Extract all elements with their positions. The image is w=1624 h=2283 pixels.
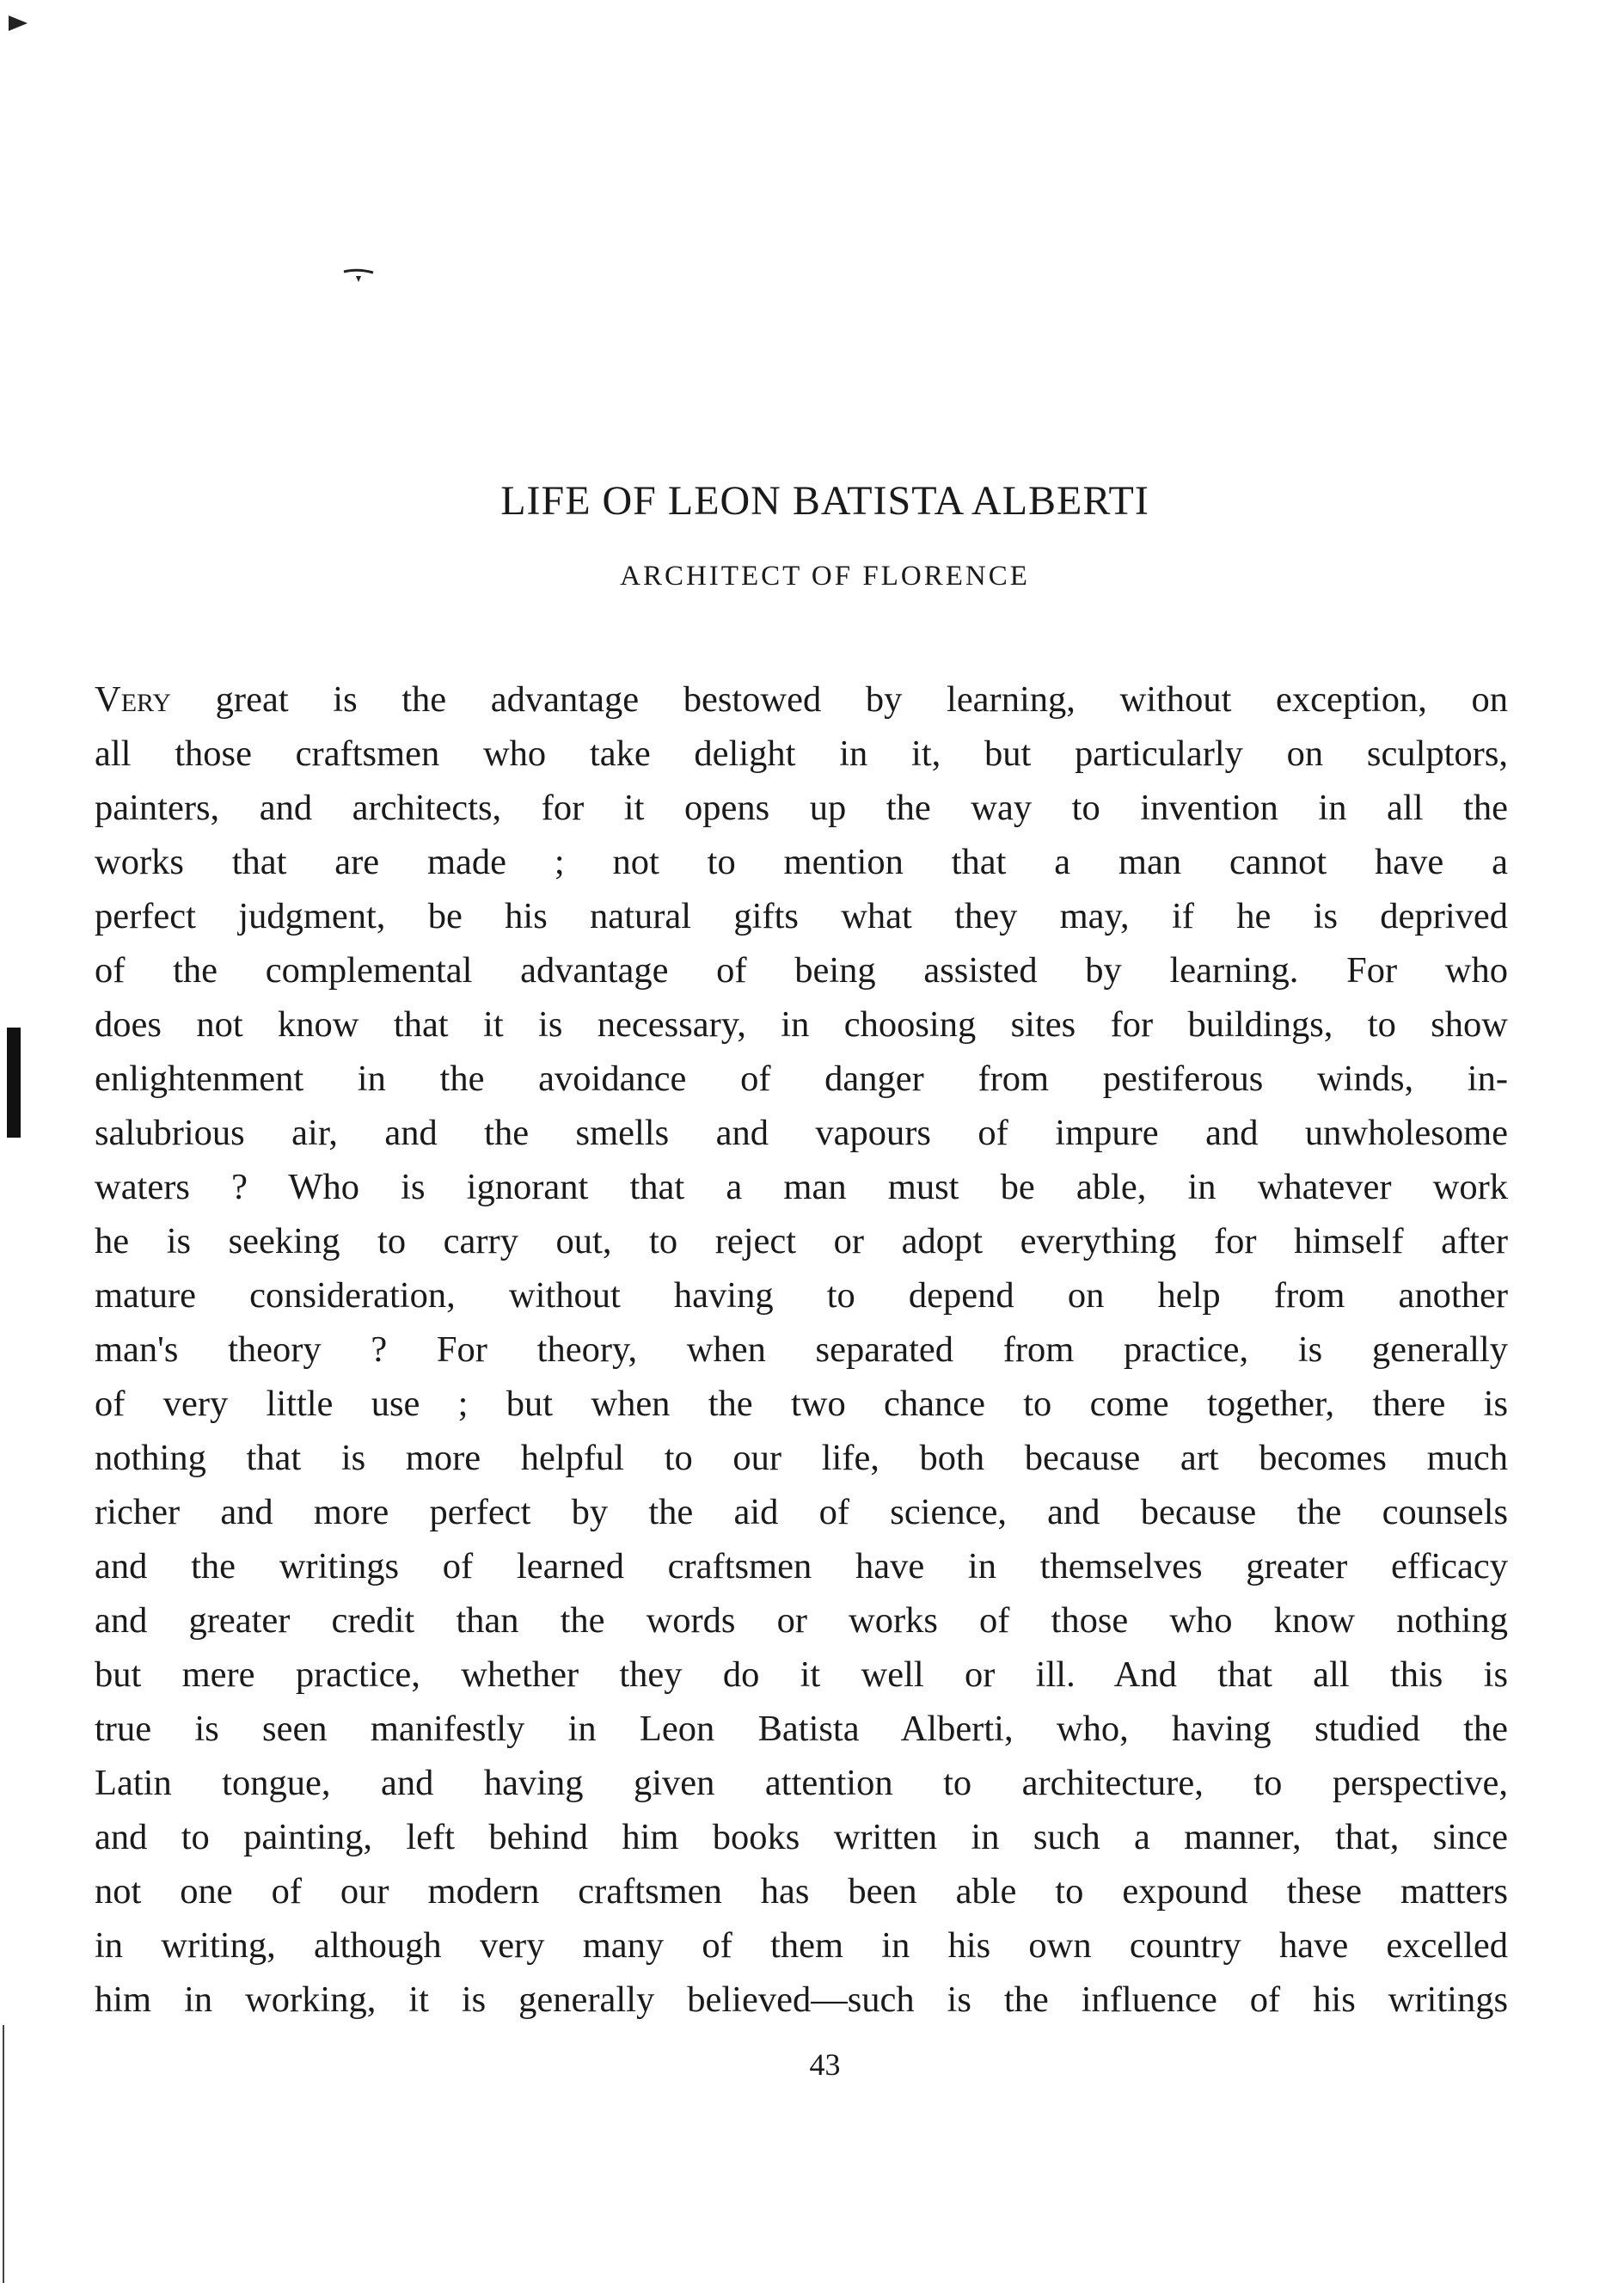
text-line: of very little use ; but when the two chance to come together, there is [95,1384,1508,1424]
text-line: Latin tongue, and having given attention to architecture, to perspective, [95,1763,1508,1803]
page-number: 43 [809,2047,841,2082]
text-line: enlightenment in the avoidance of danger from pestiferous winds, in- [95,1059,1508,1099]
text-line: waters ? Who is ignorant that a man must be able, in whatever work [95,1167,1508,1207]
scan-binding-mark [7,1028,21,1138]
body-paragraph [95,672,1508,2027]
text-line: him in working, it is generally believed—such is the influence of his writings [95,1979,1508,2020]
chapter-subtitle: ARCHITECT OF FLORENCE [620,561,1030,592]
text-line: man's theory ? For theory, when separated from practice, is generally [95,1329,1508,1370]
text-line: not one of our modern craftsmen has been able to expound these matters [95,1871,1508,1912]
text-line: nothing that is more helpful to our life, both because art becomes much [95,1438,1508,1478]
chapter-title: LIFE OF LEON BATISTA ALBERTI [500,478,1149,524]
scan-mark-icon [9,15,28,31]
text-line: of the complemental advantage of being assisted by learning. For who [95,950,1508,991]
text-line: does not know that it is necessary, in choosing sites for buildings, to show [95,1004,1508,1045]
text-line: richer and more perfect by the aid of science, and because the counsels [95,1492,1508,1532]
scan-speck-icon [342,268,375,284]
text-line: works that are made ; not to mention that a man cannot have a [95,842,1508,882]
text-line: he is seeking to carry out, to reject or adopt everything for himself after [95,1221,1508,1261]
text-line: true is seen manifestly in Leon Batista Alberti, who, having studied the [95,1709,1508,1749]
text-line: perfect judgment, be his natural gifts what they may, if he is deprived [95,896,1508,936]
text-line: and greater credit than the words or works of those who know nothing [95,1600,1508,1641]
text-line: salubrious air, and the smells and vapours of impure and unwholesome [95,1113,1508,1153]
text-line: and to painting, left behind him books written in such a manner, that, since [95,1817,1508,1857]
text-line: all those craftsmen who take delight in it, but particularly on sculptors, [95,733,1508,774]
text-line: painters, and architects, for it opens up the way to invention in all the [95,788,1508,828]
text-line: and the writings of learned craftsmen have in themselves greater efficacy [95,1546,1508,1586]
text-line: in writing, although very many of them in his own country have excelled [95,1925,1508,1966]
text-line [95,672,1508,727]
text-line: mature consideration, without having to depend on help from another [95,1275,1508,1316]
first-line-rest: great is the advantage bestowed by learning, without exception, on [171,679,1508,720]
opening-word: Very [95,679,172,720]
text-line: but mere practice, whether they do it well or ill. And that all this is [95,1654,1508,1695]
